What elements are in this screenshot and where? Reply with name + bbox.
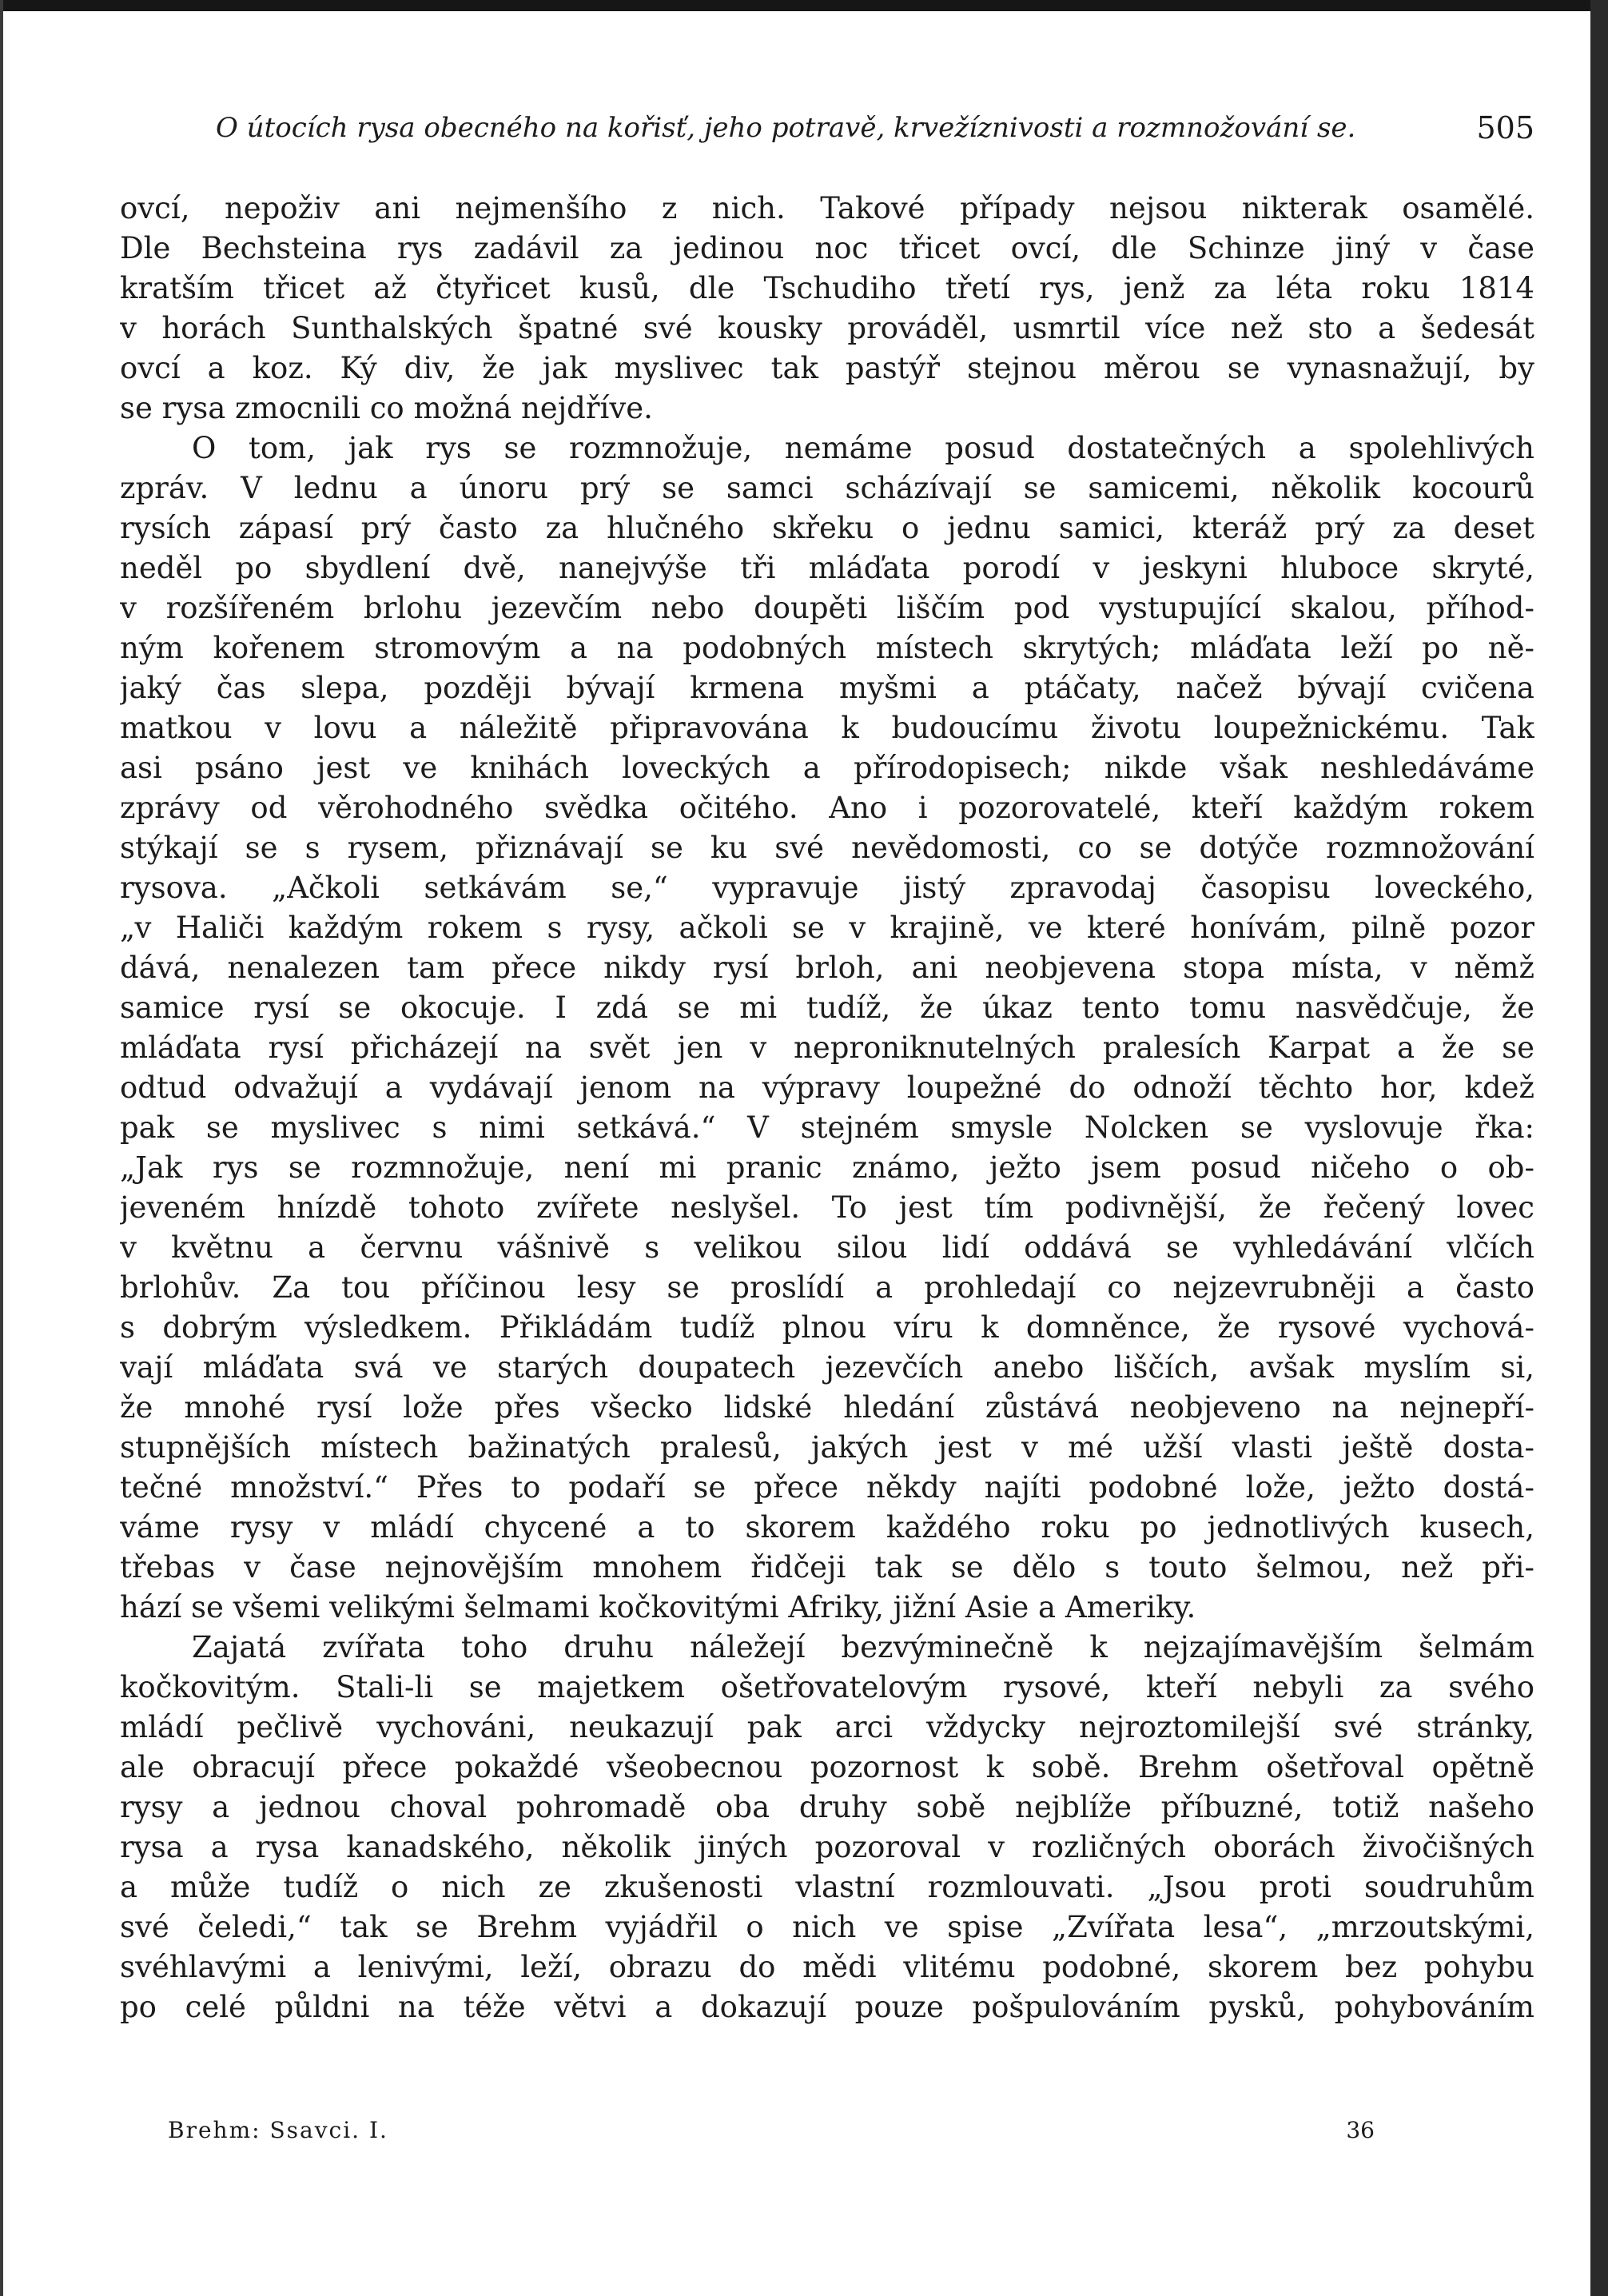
text-line: s dobrým výsledkem. Přikládám tudíž plnou víru k domněnce, že rysové vychová-: [120, 1310, 1534, 1345]
text-line: kratším třicet až čtyřicet kusů, dle Tschudiho třetí rys, jenž za léta roku 1814: [120, 271, 1534, 305]
text-line: ovcí a koz. Ký div, že jak myslivec tak pastýř stejnou měrou se vynasnažují, by: [120, 351, 1534, 385]
text-line: rysova. „Ačkoli setkávám se,“ vypravuje jistý zpravodaj časopisu loveckého,: [120, 871, 1534, 905]
text-line: rysích zápasí prý často za hlučného skřeku o jednu samici, kteráž prý za deset: [120, 511, 1534, 545]
page-header: [120, 112, 1534, 152]
text-line: rysy a jednou choval pohromadě oba druhy sobě nejblíže příbuzné, totiž našeho: [120, 1790, 1534, 1824]
text-line: své čeledi,“ tak se Brehm vyjádřil o nich ve spise „Zvířata lesa“, „mrzoutskými,: [120, 1910, 1534, 1944]
text-line: se rysa zmocnili co možná nejdříve.: [120, 391, 653, 425]
text-line: stupnějších místech bažinatých pralesů, jakých jest v mé užší vlasti ještě dosta-: [120, 1430, 1534, 1465]
text-line: „v Haliči každým rokem s rysy, ačkoli se v krajině, ve které honívám, pilně pozor: [120, 911, 1534, 945]
text-line: po celé půldni na téže větvi a dokazují pouze pošpulováním pysků, pohybováním: [120, 1990, 1534, 2024]
text-line: vají mláďata svá ve starých doupatech jezevčích anebo liščích, avšak myslím si,: [120, 1350, 1534, 1385]
text-line: „Jak rys se rozmnožuje, není mi pranic známo, ježto jsem posud ničeho o ob-: [120, 1150, 1534, 1185]
scan-edge-top: [0, 0, 1608, 11]
text-line: ale obracují přece pokaždé všeobecnou pozornost k sobě. Brehm ošetřoval opětně: [120, 1750, 1534, 1784]
text-line: samice rysí se okocuje. I zdá se mi tudíž, že úkaz tento tomu nasvědčuje, že: [120, 991, 1534, 1025]
scan-edge-left: [0, 0, 3, 2296]
text-line: jaký čas slepa, později bývají krmena myšmi a ptáčaty, načež bývají cvičena: [120, 671, 1534, 705]
text-line: zprávy od věrohodného svědka očitého. Ano i pozorovatelé, kteří každým rokem: [120, 791, 1534, 825]
text-line: rysa a rysa kanadského, několik jiných pozoroval v rozličných oborách živočišných: [120, 1830, 1534, 1864]
text-line: asi psáno jest ve knihách loveckých a přírodopisech; nikde však neshledáváme: [120, 751, 1534, 785]
text-line: kočkovitým. Stali-li se majetkem ošetřovatelovým rysové, kteří nebyli za svého: [120, 1670, 1534, 1704]
text-line: Zajatá zvířata toho druhu náležejí bezvýminečně k nejzajímavějším šelmám: [192, 1630, 1534, 1664]
text-line: O tom, jak rys se rozmnožuje, nemáme posud dostatečných a spolehlivých: [192, 431, 1534, 465]
text-line: dává, nenalezen tam přece nikdy rysí brloh, ani neobjevena stopa místa, v němž: [120, 951, 1534, 985]
text-line: ovcí, nepoživ ani nejmenšího z nich. Takové případy nejsou nikterak osamělé.: [120, 191, 1534, 225]
text-line: v horách Sunthalských špatné své kousky prováděl, usmrtil více než sto a šedesát: [120, 311, 1534, 345]
footer-signature: Brehm: Ssavci. I.: [168, 2117, 388, 2143]
text-line: váme rysy v mládí chycené a to skorem každého roku po jednotlivých kusech,: [120, 1510, 1534, 1545]
text-line: v květnu a červnu vášnivě s velikou silou lidí oddává se vyhledávání vlčích: [120, 1230, 1534, 1265]
sheet-number: 36: [1346, 2117, 1375, 2143]
text-line: ným kořenem stromovým a na podobných místech skrytých; mláďata leží po ně-: [120, 631, 1534, 665]
text-line: že mnohé rysí lože přes všecko lidské hledání zůstává neobjeveno na nejnepří-: [120, 1390, 1534, 1425]
text-line: mládí pečlivě vychováni, neukazují pak arci vždycky nejroztomilejší své stránky,: [120, 1710, 1534, 1744]
text-line: neděl po sbydlení dvě, nanejvýše tři mláďata porodí v jeskyni hluboce skryté,: [120, 551, 1534, 585]
scan-edge-right: [1590, 0, 1608, 2296]
page-number: 505: [1476, 110, 1534, 145]
text-line: zpráv. V lednu a únoru prý se samci scházívají se samicemi, několik kocourů: [120, 471, 1534, 505]
text-line: svéhlavými a lenivými, leží, obrazu do mědi vlitému podobné, skorem bez pohybu: [120, 1950, 1534, 1984]
text-line: a může tudíž o nich ze zkušenosti vlastní rozmlouvati. „Jsou proti soudruhům: [120, 1870, 1534, 1904]
text-line: pak se myslivec s nimi setkává.“ V stejném smysle Nolcken se vyslovuje řka:: [120, 1110, 1534, 1145]
text-line: odtud odvažují a vydávají jenom na výpravy loupežné do odnoží těchto hor, kdež: [120, 1070, 1534, 1105]
text-line: hází se všemi velikými šelmami kočkovitými Afriky, jižní Asie a Ameriky.: [120, 1590, 1196, 1624]
text-line: třebas v čase nejnovějším mnohem řidčeji tak se dělo s touto šelmou, než při-: [120, 1550, 1534, 1584]
body-text: [120, 189, 1534, 2027]
text-line: Dle Bechsteina rys zadávil za jedinou noc třicet ovcí, dle Schinze jiný v čase: [120, 231, 1534, 265]
text-line: matkou v lovu a náležitě připravována k budoucímu životu loupežnickému. Tak: [120, 711, 1534, 745]
page-footer: [168, 2117, 1375, 2149]
text-line: stýkají se s rysem, přiznávají se ku své nevědomosti, co se dotýče rozmnožování: [120, 831, 1534, 865]
text-line: jeveném hnízdě tohoto zvířete neslyšel. To jest tím podivnější, že řečený lovec: [120, 1190, 1534, 1225]
text-line: brlohův. Za tou příčinou lesy se proslídí a prohledají co nejzevrubněji a často: [120, 1270, 1534, 1305]
text-line: mláďata rysí přicházejí na svět jen v neproniknutelných pralesích Karpat a že se: [120, 1030, 1534, 1065]
text-line: v rozšířeném brlohu jezevčím nebo doupěti liščím pod vystupující skalou, příhod-: [120, 591, 1534, 625]
running-title: O útocích rysa obecného na kořisť, jeho potravě, krvežíznivosti a rozmnožování se.: [216, 112, 1356, 144]
text-line: tečné množství.“ Přes to podaří se přece někdy najíti podobné lože, ježto dostá-: [120, 1470, 1534, 1505]
